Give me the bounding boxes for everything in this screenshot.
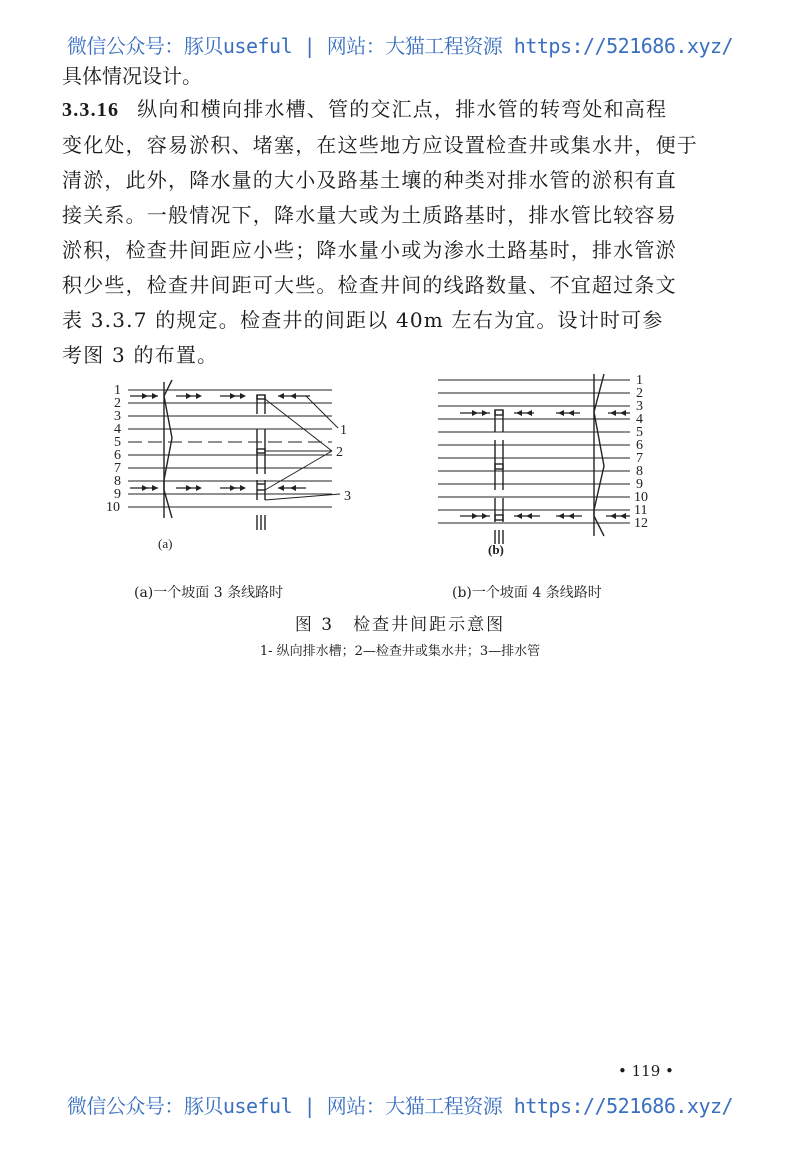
svg-text:9: 9	[636, 477, 643, 492]
svg-text:10: 10	[106, 500, 120, 515]
svg-text:3: 3	[636, 399, 643, 414]
svg-text:(b): (b)	[488, 542, 504, 557]
caption-panel-a: (a)一个坡面 3 条线路时	[134, 585, 284, 601]
paragraph-line-4: 接关系。一般情况下，降水量大或为土质路基时，排水管比较容易	[62, 203, 677, 227]
svg-text:2: 2	[336, 445, 343, 460]
svg-text:8: 8	[636, 464, 643, 479]
svg-text:7: 7	[636, 451, 643, 466]
svg-text:7: 7	[114, 461, 121, 476]
paragraph-line-1: 3.3.16 纵向和横向排水槽、管的交汇点，排水管的转弯处和高程	[62, 97, 668, 121]
svg-text:1: 1	[114, 383, 121, 398]
svg-text:6: 6	[114, 448, 121, 463]
paragraph-line-2: 变化处，容易淤积、堵塞，在这些地方应设置检查井或集水井，便于	[62, 133, 698, 157]
svg-text:3: 3	[114, 409, 121, 424]
paragraph-line-7: 表 3.3.7 的规定。检查井的间距以 40m 左右为宜。设计时可参	[62, 308, 664, 332]
paragraph-line-5: 淤积，检查井间距应小些；降水量小或为渗水土路基时，排水管淤	[62, 238, 677, 262]
panel-a-labels	[106, 383, 351, 551]
panel-b	[438, 374, 630, 544]
svg-text:2: 2	[114, 396, 121, 411]
paragraph-line-6: 积少些，检查井间距可大些。检查井间的线路数量、不宜超过条文	[62, 273, 677, 297]
svg-text:9: 9	[114, 487, 121, 502]
svg-text:4: 4	[636, 412, 643, 427]
svg-text:6: 6	[636, 438, 643, 453]
svg-text:8: 8	[114, 474, 121, 489]
figure-legend: 1- 纵向排水槽；2—检查井或集水井；3—排水管	[259, 644, 541, 659]
svg-text:(a): (a)	[158, 536, 173, 551]
panel-b-labels	[488, 373, 648, 557]
svg-text:5: 5	[636, 425, 643, 440]
panel-a	[128, 380, 340, 530]
paragraph-line-8: 考图 3 的布置。	[62, 343, 219, 367]
caption-panel-b: (b)一个坡面 4 条线路时	[452, 585, 602, 601]
section-number: 3.3.16	[62, 99, 120, 121]
svg-text:1: 1	[340, 423, 347, 438]
svg-text:2: 2	[636, 386, 643, 401]
paragraph-line-3: 清淤，此外，降水量的大小及路基土壤的种类对排水管的淤积有直	[62, 168, 677, 192]
section-3-3-16	[62, 92, 702, 373]
svg-text:4: 4	[114, 422, 121, 437]
svg-text:5: 5	[114, 435, 121, 450]
watermark-header: 微信公众号：豚贝useful | 网站：大猫工程资源 https://521686.xyz/	[66, 34, 734, 58]
svg-text:10: 10	[634, 490, 648, 505]
continuation-line: 具体情况设计。	[62, 64, 202, 88]
svg-text:12: 12	[634, 516, 648, 531]
svg-text:3: 3	[344, 489, 351, 504]
svg-text:1: 1	[636, 373, 643, 388]
figure-3-diagram	[100, 372, 700, 572]
watermark-footer: 微信公众号：豚贝useful | 网站：大猫工程资源 https://521686.xyz/	[66, 1094, 734, 1118]
svg-text:11: 11	[634, 503, 648, 518]
page-number: • 119 •	[618, 1062, 674, 1080]
figure-title: 图 3 检查井间距示意图	[294, 615, 506, 635]
